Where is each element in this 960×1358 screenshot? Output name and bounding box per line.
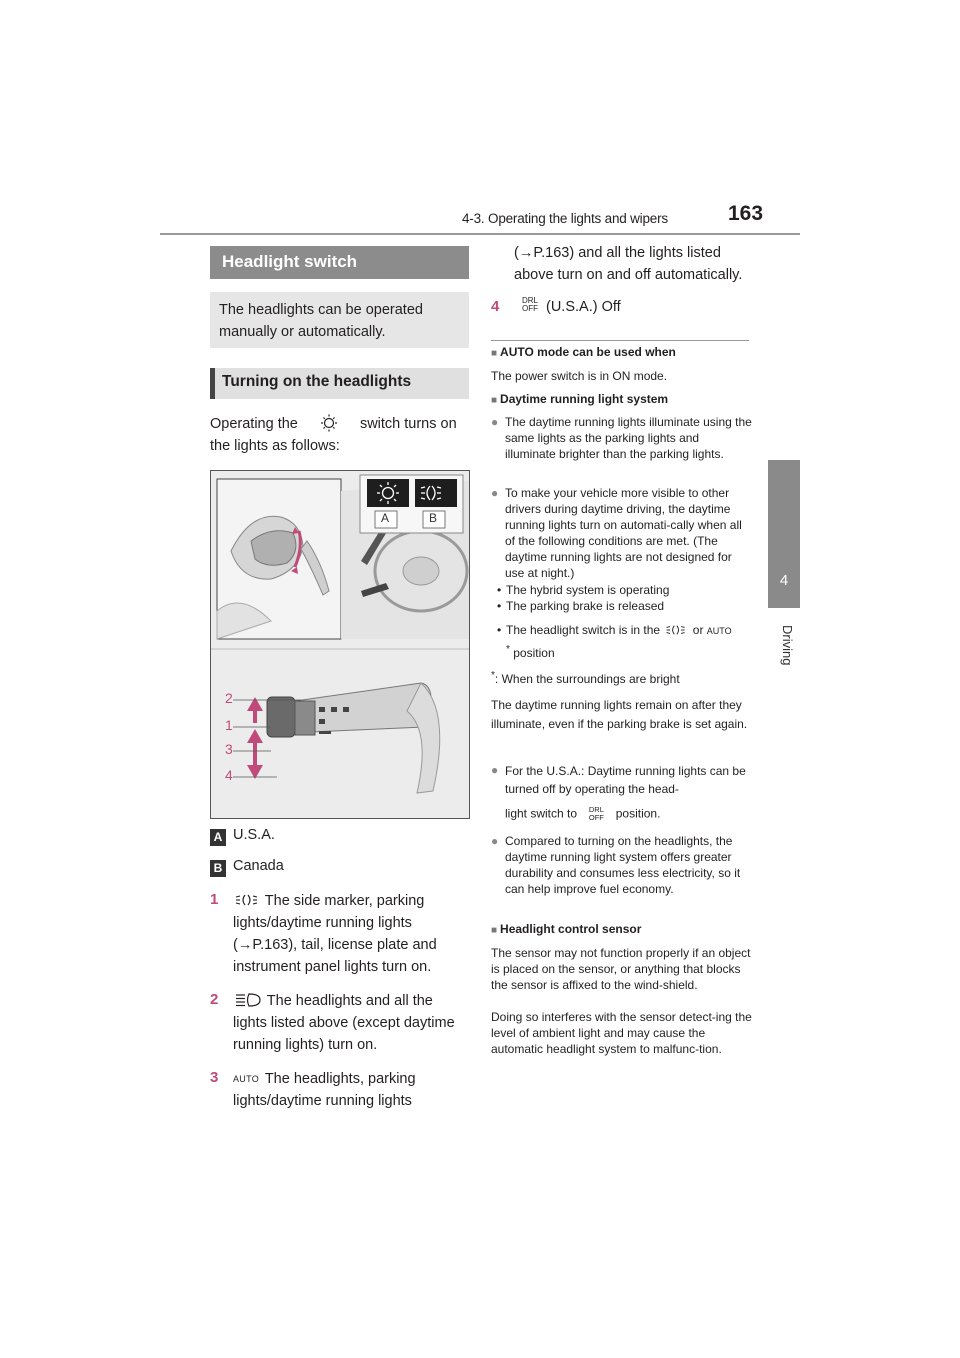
condition-switch-or: or [692,623,704,637]
condition-switch-position [506,644,555,660]
figure-pos-4: 4 [225,767,233,783]
item-3-text [233,1068,473,1112]
condition-switch-text [506,622,752,639]
header-rule [160,233,800,235]
item-3-continuation [514,242,754,286]
auto-icon: AUTO [233,1074,260,1084]
note-sensor-title-text: Headlight control sensor [500,922,642,936]
drl-off-icon [520,297,540,313]
subsection-title-bar [210,368,469,399]
bullet-dot-icon: ● [491,486,499,500]
item-1-line-3: (→P.163), tail, license plate and [233,937,437,953]
item-3-line-2: lights/daytime running lights [233,1093,412,1109]
item-1-text [233,890,473,978]
sub-bullet-icon: • [497,599,502,613]
figure-label-b: B [429,511,438,525]
item-2-line-1: The headlights and all the [266,993,433,1009]
item-2-line-2: lights listed above (except daytime [233,1015,455,1031]
auto-icon: AUTO [706,626,732,636]
running-header: 4-3. Operating the lights and wipers [462,211,668,226]
asterisk-mark: * [506,644,510,655]
cont-line-2: above turn on and off automatically. [514,267,743,283]
item-4-text: (U.S.A.) Off [546,299,621,315]
drl-icon-bottom: OFF [522,304,538,313]
operating-post: switch turns on the lights as follows: [210,416,457,454]
square-bullet-icon: ■ [491,395,498,406]
note-auto-title [491,345,676,359]
note-drl-title-text: Daytime running light system [500,392,669,406]
note-auto-title-text: AUTO mode can be used when [500,345,676,359]
sub-bullet-icon: • [497,583,502,597]
item-2-line-3: running lights) turn on. [233,1037,378,1053]
drl-bullet-2-text: To make your vehicle more visible to other drivers during daytime driving, the daytime running lights turn on automati-cally when all of the following conditions are met. (The daytime running lights are not designed for use at night.) [505,486,742,580]
section-title: Headlight switch [222,252,358,271]
legend-key-b: B [210,860,226,877]
chapter-tab [768,460,800,608]
cont-line-1: (→P.163) and all the lights listed [514,245,721,261]
square-bullet-icon: ■ [491,925,498,936]
page-number: 163 [728,202,764,225]
item-1-line-2: lights/daytime running lights [233,915,412,931]
figure-pos-1: 1 [225,717,233,733]
drl-bullet-4 [491,833,753,915]
item-4-number: 4 [491,298,500,315]
item-1-line-4: instrument panel lights turn on. [233,959,432,975]
chapter-number: 4 [779,572,789,589]
note-drl-title [491,392,668,406]
drl-bullet-2 [491,485,753,583]
asterisk-mark: * [491,670,495,681]
drl-bullet-1-text: The daytime running lights illuminate using the same lights as the parking lights and illuminate brighter than the parking lights. [505,415,752,461]
item-2-text [233,990,473,1056]
subsection-title: Turning on the headlights [222,373,412,390]
operating-pre: Operating the [210,416,298,432]
legend-usa: U.S.A. [233,827,275,843]
drl-bullet-3 [491,762,753,802]
drl-bullet-3-line-2 [505,806,660,821]
legend-canada: Canada [233,858,284,874]
section-title-bar [210,246,469,279]
bullet-dot-icon: ● [491,415,499,429]
parking-light-icon [663,624,689,636]
condition-hybrid-text: The hybrid system is operating [506,583,670,597]
condition-switch-pre: The headlight switch is in the [506,623,661,637]
item-1-number: 1 [210,891,219,908]
figure-pos-2: 2 [225,690,233,706]
drl-off-icon [586,806,606,821]
headlight-switch-figure [210,470,470,819]
sensor-paragraph-1: The sensor may not function properly if an object is placed on the sensor, or anything that blocks the sensor is affixed to the wind-shield. [491,946,751,992]
drl-bullet-4-text: Compared to turning on the headlights, the daytime running light system offers greater durability and consumes less electricity, so it can help improve fuel economy. [505,834,741,896]
parking-light-icon [233,893,261,907]
drl-icon-bottom: OFF [588,812,604,822]
drl-remain: The daytime running lights remain on after they illuminate, even if the parking brake is set again. [491,698,748,731]
drl-icon-top: DRL [521,296,538,305]
bullet-dot-icon: ● [491,763,499,777]
item-3-line-1: The headlights, parking [264,1071,416,1087]
footnote-text: : When the surroundings are bright [494,672,680,686]
bullet-dot-icon: ● [491,834,499,848]
figure-pos-3: 3 [225,741,233,757]
headlight-icon [233,992,263,1008]
lead-text: The headlights can be operated manually or automatically. [219,302,423,340]
square-bullet-icon: ■ [491,348,498,359]
b3-post: position. [615,806,661,821]
item-1-line-1: The side marker, parking [264,893,425,909]
headlight-switch-icon [312,414,346,432]
drl-bullet-1 [491,414,753,480]
operating-paragraph [210,413,470,457]
note-auto-text: The power switch is in ON mode. [491,369,668,383]
lead-box [210,292,469,348]
condition-switch-post: position [513,646,555,660]
b3-pre: light switch to [505,806,578,821]
item-2-number: 2 [210,991,219,1008]
item-3-number: 3 [210,1069,219,1086]
note-sensor-title [491,922,641,936]
chapter-label: Driving [780,625,795,666]
subsection-accent [210,368,215,399]
drl-icon-top: DRL [588,805,604,814]
figure-label-a: A [381,511,390,525]
footnote [491,670,680,686]
notes-rule [491,340,749,341]
legend-key-a: A [210,829,226,846]
sensor-paragraph-2: Doing so interferes with the sensor detect-ing the level of ambient light and may cause the automatic headlight system to malfunc-tion. [491,1010,752,1056]
drl-bullet-3-line-1: For the U.S.A.: Daytime running lights can be turned off by operating the head- [505,764,746,796]
sub-bullet-icon: • [497,623,502,637]
condition-brake-text: The parking brake is released [506,599,665,613]
